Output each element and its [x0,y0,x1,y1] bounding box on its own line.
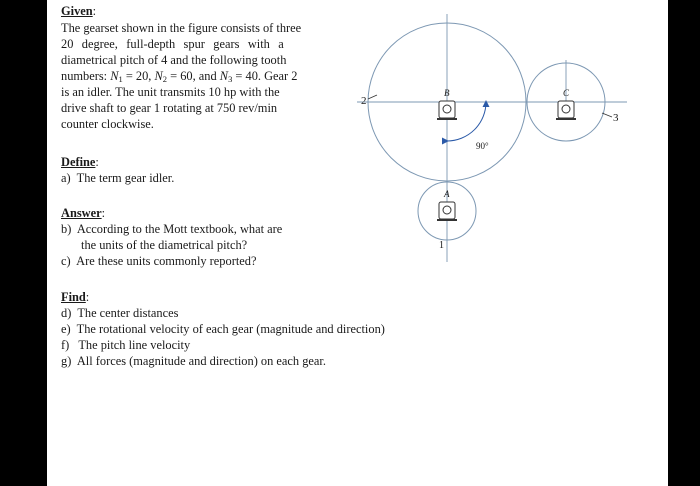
answer-item-b: b) According to the Mott textbook, what are [61,222,283,236]
find-item-g: g) All forces (magnitude and direction) on each gear. [61,354,326,368]
bearing-b-icon [437,101,457,119]
angle-label: 90° [476,141,489,151]
given-heading: Given: [61,4,97,18]
answer-item-b-cont: the units of the diametrical pitch? [81,238,248,252]
given-line-3: diametrical pitch of 4 and the following tooth [61,53,287,67]
answer-section [61,205,282,269]
bearing-a-icon [437,202,457,220]
given-line-6: drive shaft to gear 1 rotating at 750 rev/min [61,101,278,115]
given-line-2: 20 degree, full-depth spur gears with a [61,37,284,51]
find-section [61,289,385,369]
answer-item-c: c) Are these units commonly reported? [61,254,257,268]
answer-heading: Answer: [61,206,106,220]
find-item-f: f) The pitch line velocity [61,338,191,352]
define-item-a: a) The term gear idler. [61,171,175,185]
find-item-d: d) The center distances [61,306,179,320]
center-label-b: B [444,88,450,98]
gear-3-label: 3 [613,112,619,124]
given-paragraph [61,20,327,132]
given-line-1: The gearset shown in the figure consists of three [61,21,302,35]
define-section [61,154,174,186]
gear-2-label: 2 [361,95,367,107]
find-item-e: e) The rotational velocity of each gear (magnitude and direction) [61,322,385,336]
document-page [47,0,668,486]
center-label-c: C [563,88,570,98]
find-heading: Find: [61,290,90,304]
given-line-7: counter clockwise. [61,117,154,131]
bearing-c-icon [556,101,576,119]
gearset-figure [337,0,668,270]
center-label-a: A [444,189,450,199]
gear-1-label: 1 [439,240,444,251]
given-line-5: is an idler. The unit transmits 10 hp with the [61,85,280,99]
define-heading: Define: [61,155,99,169]
given-line-4: numbers: $N_1 = 20$, $N_2 = 60$, and $N_3 = 40$. Gear 2 [61,69,298,84]
